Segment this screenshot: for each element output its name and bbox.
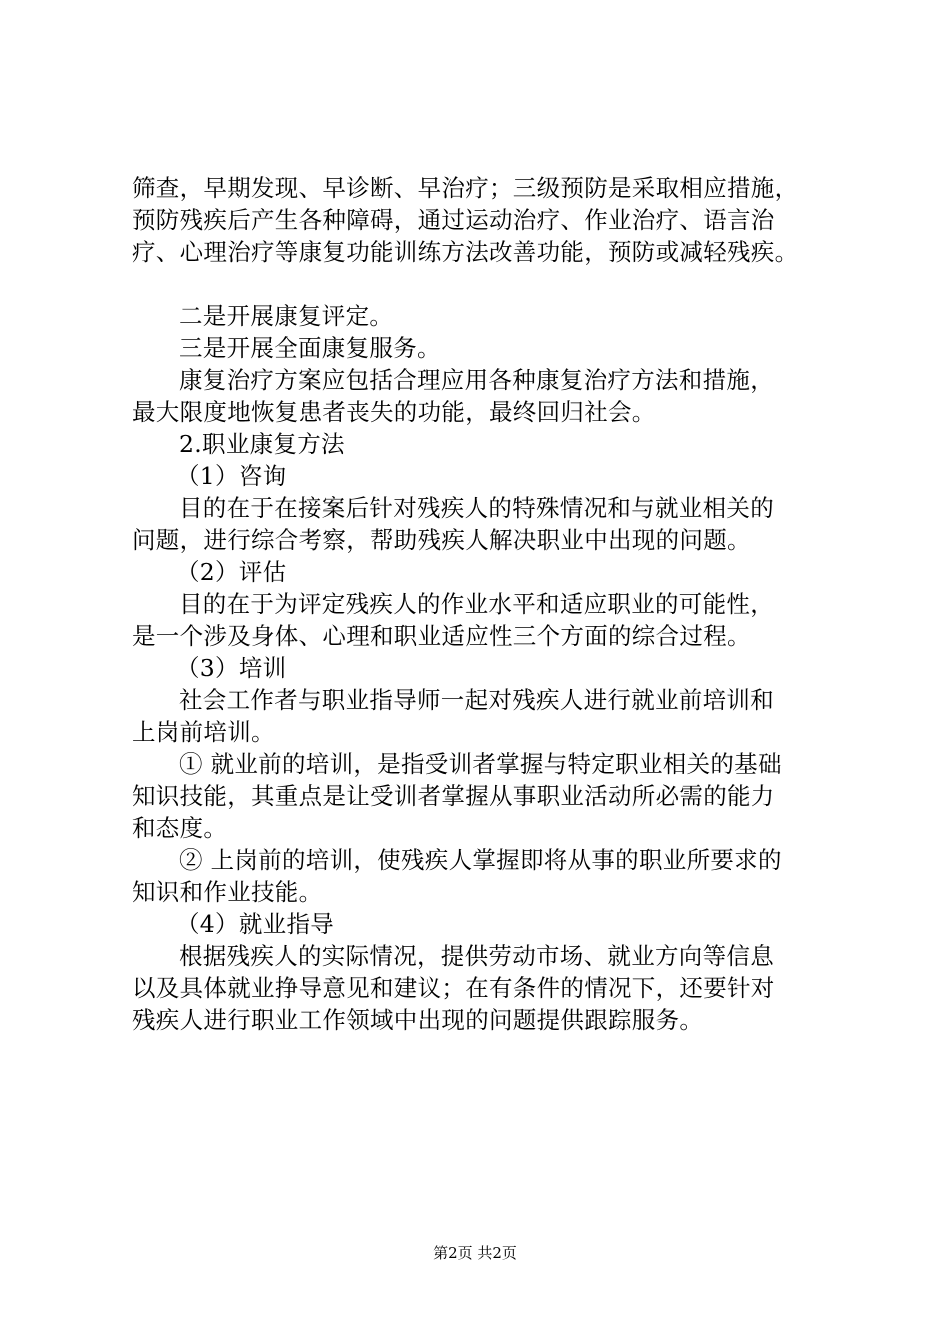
paragraph-gap <box>132 268 832 300</box>
section-heading-line: （2）评估 <box>176 558 287 586</box>
section-heading-line: （4）就业指导 <box>176 910 335 938</box>
text-line: 二是开展康复评定。 <box>179 302 394 330</box>
section-heading-line: （3）培训 <box>176 654 287 682</box>
text-line: 最大限度地恢复患者丧失的功能，最终回归社会。 <box>132 398 656 426</box>
text-line: ① 就业前的培训，是指受训者掌握与特定职业相关的基础 <box>179 750 782 778</box>
text-line: 知识和作业技能。 <box>132 878 323 906</box>
text-line: ② 上岗前的培训，使残疾人掌握即将从事的职业所要求的 <box>179 846 782 874</box>
text-line: 和态度。 <box>132 814 228 842</box>
page-footer: 第2页 共2页 <box>433 1244 517 1262</box>
text-line: 筛查，早期发现、早诊断、早治疗；三级预防是采取相应措施， <box>132 174 799 202</box>
text-line: 根据残疾人的实际情况，提供劳动市场、就业方向等信息 <box>179 942 774 970</box>
text-line: 知识技能，其重点是让受训者掌握从事职业活动所必需的能力 <box>132 782 775 810</box>
text-line: 以及具体就业挣导意见和建议；在有条件的情况下，还要针对 <box>132 974 775 1002</box>
text-line: 三是开展全面康复服务。 <box>179 334 441 362</box>
text-line: 残疾人进行职业工作领域中出现的问题提供跟踪服务。 <box>132 1006 704 1034</box>
text-line: 问题，进行综合考察，帮助残疾人解决职业中出现的问题。 <box>132 526 751 554</box>
text-line: 上岗前培训。 <box>132 718 275 746</box>
text-line: 社会工作者与职业指导师一起对残疾人进行就业前培训和 <box>179 686 774 714</box>
text-line: 2.职业康复方法 <box>179 430 345 458</box>
text-line: 目的在于在接案后针对残疾人的特殊情况和与就业相关的 <box>179 494 774 522</box>
text-line: 预防残疾后产生各种障碍，通过运动治疗、作业治疗、语言治 <box>132 206 775 234</box>
text-line: 是一个涉及身体、心理和职业适应性三个方面的综合过程。 <box>132 622 751 650</box>
text-line: 目的在于为评定残疾人的作业水平和适应职业的可能性， <box>179 590 774 618</box>
text-line: 疗、心理治疗等康复功能训练方法改善功能，预防或减轻残疾。 <box>132 238 799 266</box>
document-body <box>132 172 832 1036</box>
section-heading-line: （1）咨询 <box>176 462 287 490</box>
text-line: 康复治疗方案应包括合理应用各种康复治疗方法和措施， <box>179 366 774 394</box>
